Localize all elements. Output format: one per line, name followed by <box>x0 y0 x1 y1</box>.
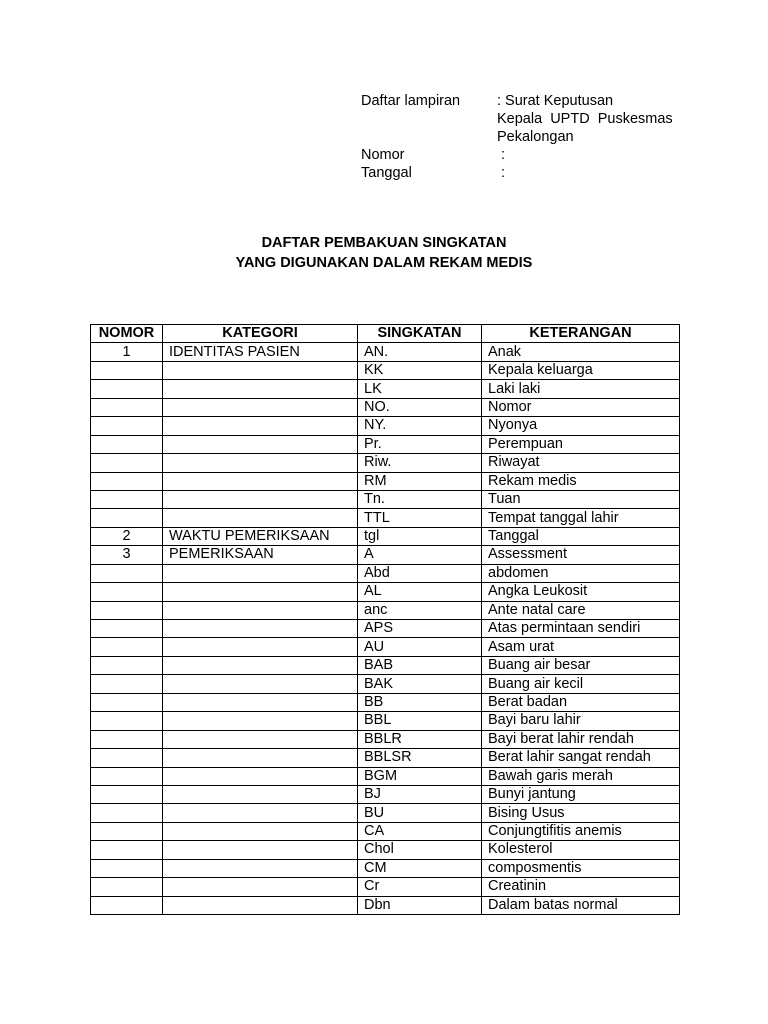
cell-kategori <box>163 675 358 693</box>
cell-singkatan: CA <box>358 822 482 840</box>
cell-kategori: PEMERIKSAAN <box>163 546 358 564</box>
table-row <box>91 490 680 508</box>
cell-nomor: 3 <box>91 546 163 564</box>
table-row <box>91 361 680 379</box>
cell-singkatan: Riw. <box>358 454 482 472</box>
table-row <box>91 601 680 619</box>
column-header-nomor: NOMOR <box>91 325 163 343</box>
cell-kategori <box>163 896 358 914</box>
cell-nomor <box>91 564 163 582</box>
table-row <box>91 712 680 730</box>
cell-keterangan: Tuan <box>482 490 680 508</box>
table-row <box>91 749 680 767</box>
cell-nomor <box>91 712 163 730</box>
table-row <box>91 785 680 803</box>
cell-singkatan: AU <box>358 638 482 656</box>
cell-keterangan: Laki laki <box>482 380 680 398</box>
cell-singkatan: tgl <box>358 527 482 545</box>
table-row <box>91 564 680 582</box>
cell-keterangan: Kepala keluarga <box>482 361 680 379</box>
cell-kategori <box>163 712 358 730</box>
table-row <box>91 380 680 398</box>
cell-nomor <box>91 601 163 619</box>
table-row <box>91 398 680 416</box>
lampiran-row-2 <box>361 110 673 128</box>
cell-keterangan: Bayi baru lahir <box>482 712 680 730</box>
cell-singkatan: APS <box>358 620 482 638</box>
table-row <box>91 454 680 472</box>
cell-kategori <box>163 693 358 711</box>
cell-keterangan: Buang air besar <box>482 656 680 674</box>
cell-singkatan: CM <box>358 859 482 877</box>
attachment-header <box>361 92 673 182</box>
table-row <box>91 859 680 877</box>
cell-kategori <box>163 822 358 840</box>
table-row <box>91 546 680 564</box>
cell-kategori <box>163 564 358 582</box>
cell-nomor <box>91 859 163 877</box>
column-header-kategori: KATEGORI <box>163 325 358 343</box>
cell-keterangan: Creatinin <box>482 878 680 896</box>
cell-kategori <box>163 454 358 472</box>
table-header-row <box>91 325 680 343</box>
cell-singkatan: anc <box>358 601 482 619</box>
cell-kategori <box>163 398 358 416</box>
cell-singkatan: LK <box>358 380 482 398</box>
cell-keterangan: Buang air kecil <box>482 675 680 693</box>
cell-kategori <box>163 859 358 877</box>
cell-keterangan: Rekam medis <box>482 472 680 490</box>
table-row <box>91 693 680 711</box>
cell-keterangan: Conjungtifitis anemis <box>482 822 680 840</box>
cell-keterangan: Nomor <box>482 398 680 416</box>
cell-nomor <box>91 638 163 656</box>
nomor-value: : <box>501 147 506 163</box>
cell-keterangan: Bunyi jantung <box>482 785 680 803</box>
cell-kategori <box>163 620 358 638</box>
table-row <box>91 822 680 840</box>
table-row <box>91 675 680 693</box>
cell-keterangan: Bawah garis merah <box>482 767 680 785</box>
cell-keterangan: Bising Usus <box>482 804 680 822</box>
cell-kategori <box>163 749 358 767</box>
cell-singkatan: Chol <box>358 841 482 859</box>
cell-singkatan: TTL <box>358 509 482 527</box>
cell-keterangan: Asam urat <box>482 638 680 656</box>
cell-singkatan: NO. <box>358 398 482 416</box>
lampiran-value-line3: Pekalongan <box>497 129 574 145</box>
cell-singkatan: NY. <box>358 417 482 435</box>
table-row <box>91 509 680 527</box>
table-row <box>91 767 680 785</box>
cell-nomor <box>91 380 163 398</box>
cell-nomor <box>91 490 163 508</box>
cell-kategori <box>163 417 358 435</box>
cell-keterangan: Ante natal care <box>482 601 680 619</box>
cell-keterangan: Dalam batas normal <box>482 896 680 914</box>
cell-kategori: WAKTU PEMERIKSAAN <box>163 527 358 545</box>
cell-singkatan: BAK <box>358 675 482 693</box>
table-row <box>91 804 680 822</box>
cell-kategori <box>163 656 358 674</box>
cell-keterangan: Riwayat <box>482 454 680 472</box>
table-row <box>91 417 680 435</box>
cell-nomor <box>91 454 163 472</box>
cell-kategori <box>163 435 358 453</box>
cell-kategori <box>163 878 358 896</box>
cell-singkatan: BBL <box>358 712 482 730</box>
table-row <box>91 730 680 748</box>
cell-nomor: 1 <box>91 343 163 361</box>
cell-nomor <box>91 472 163 490</box>
cell-singkatan: Tn. <box>358 490 482 508</box>
cell-nomor <box>91 896 163 914</box>
cell-kategori <box>163 361 358 379</box>
table-row <box>91 878 680 896</box>
cell-nomor <box>91 749 163 767</box>
column-header-singkatan: SINGKATAN <box>358 325 482 343</box>
cell-singkatan: AN. <box>358 343 482 361</box>
cell-kategori <box>163 380 358 398</box>
cell-kategori <box>163 841 358 859</box>
cell-kategori <box>163 785 358 803</box>
cell-kategori <box>163 490 358 508</box>
cell-singkatan: BU <box>358 804 482 822</box>
cell-keterangan: composmentis <box>482 859 680 877</box>
column-header-keterangan: KETERANGAN <box>482 325 680 343</box>
cell-singkatan: AL <box>358 583 482 601</box>
cell-singkatan: BAB <box>358 656 482 674</box>
cell-kategori <box>163 583 358 601</box>
table-row <box>91 435 680 453</box>
table-row <box>91 656 680 674</box>
cell-nomor <box>91 804 163 822</box>
cell-singkatan: BBLR <box>358 730 482 748</box>
table-row <box>91 472 680 490</box>
cell-nomor <box>91 656 163 674</box>
cell-kategori <box>163 804 358 822</box>
cell-kategori <box>163 601 358 619</box>
cell-nomor <box>91 620 163 638</box>
cell-keterangan: Nyonya <box>482 417 680 435</box>
tanggal-row <box>361 164 673 182</box>
nomor-row <box>361 146 673 164</box>
cell-keterangan: Assessment <box>482 546 680 564</box>
cell-nomor <box>91 509 163 527</box>
abbreviation-table <box>90 324 680 915</box>
cell-singkatan: BJ <box>358 785 482 803</box>
cell-kategori <box>163 509 358 527</box>
cell-nomor <box>91 417 163 435</box>
cell-keterangan: Berat lahir sangat rendah <box>482 749 680 767</box>
cell-singkatan: RM <box>358 472 482 490</box>
cell-kategori <box>163 730 358 748</box>
cell-keterangan: Kolesterol <box>482 841 680 859</box>
cell-singkatan: BBLSR <box>358 749 482 767</box>
document-title-line1: DAFTAR PEMBAKUAN SINGKATAN <box>261 235 507 251</box>
table-row <box>91 620 680 638</box>
table-row <box>91 343 680 361</box>
cell-nomor <box>91 730 163 748</box>
lampiran-row <box>361 92 673 110</box>
cell-keterangan: Atas permintaan sendiri <box>482 620 680 638</box>
cell-kategori <box>163 767 358 785</box>
cell-nomor <box>91 822 163 840</box>
cell-nomor: 2 <box>91 527 163 545</box>
cell-keterangan: Anak <box>482 343 680 361</box>
table-row <box>91 583 680 601</box>
lampiran-value-line2: Kepala UPTD Puskesmas <box>497 111 673 127</box>
cell-singkatan: BGM <box>358 767 482 785</box>
table-row <box>91 638 680 656</box>
cell-nomor <box>91 785 163 803</box>
cell-singkatan: KK <box>358 361 482 379</box>
cell-singkatan: Abd <box>358 564 482 582</box>
cell-kategori <box>163 638 358 656</box>
cell-singkatan: Dbn <box>358 896 482 914</box>
cell-keterangan: abdomen <box>482 564 680 582</box>
cell-singkatan: A <box>358 546 482 564</box>
table-row <box>91 841 680 859</box>
cell-keterangan: Tanggal <box>482 527 680 545</box>
tanggal-value: : <box>501 165 506 181</box>
cell-nomor <box>91 878 163 896</box>
tanggal-label: Tanggal <box>361 165 412 181</box>
cell-singkatan: BB <box>358 693 482 711</box>
cell-nomor <box>91 361 163 379</box>
cell-nomor <box>91 435 163 453</box>
lampiran-value: : Surat Keputusan <box>497 93 614 109</box>
lampiran-label: Daftar lampiran <box>361 93 461 109</box>
cell-keterangan: Tempat tanggal lahir <box>482 509 680 527</box>
cell-keterangan: Bayi berat lahir rendah <box>482 730 680 748</box>
cell-kategori: IDENTITAS PASIEN <box>163 343 358 361</box>
cell-nomor <box>91 398 163 416</box>
document-title-line2: YANG DIGUNAKAN DALAM REKAM MEDIS <box>235 255 533 271</box>
cell-keterangan: Perempuan <box>482 435 680 453</box>
cell-nomor <box>91 675 163 693</box>
nomor-label: Nomor <box>361 147 405 163</box>
table-body <box>91 343 680 915</box>
cell-nomor <box>91 767 163 785</box>
cell-nomor <box>91 693 163 711</box>
table-row <box>91 527 680 545</box>
cell-nomor <box>91 583 163 601</box>
cell-keterangan: Berat badan <box>482 693 680 711</box>
lampiran-row-3 <box>361 128 673 146</box>
cell-singkatan: Pr. <box>358 435 482 453</box>
cell-singkatan: Cr <box>358 878 482 896</box>
cell-keterangan: Angka Leukosit <box>482 583 680 601</box>
cell-nomor <box>91 841 163 859</box>
cell-kategori <box>163 472 358 490</box>
table-row <box>91 896 680 914</box>
